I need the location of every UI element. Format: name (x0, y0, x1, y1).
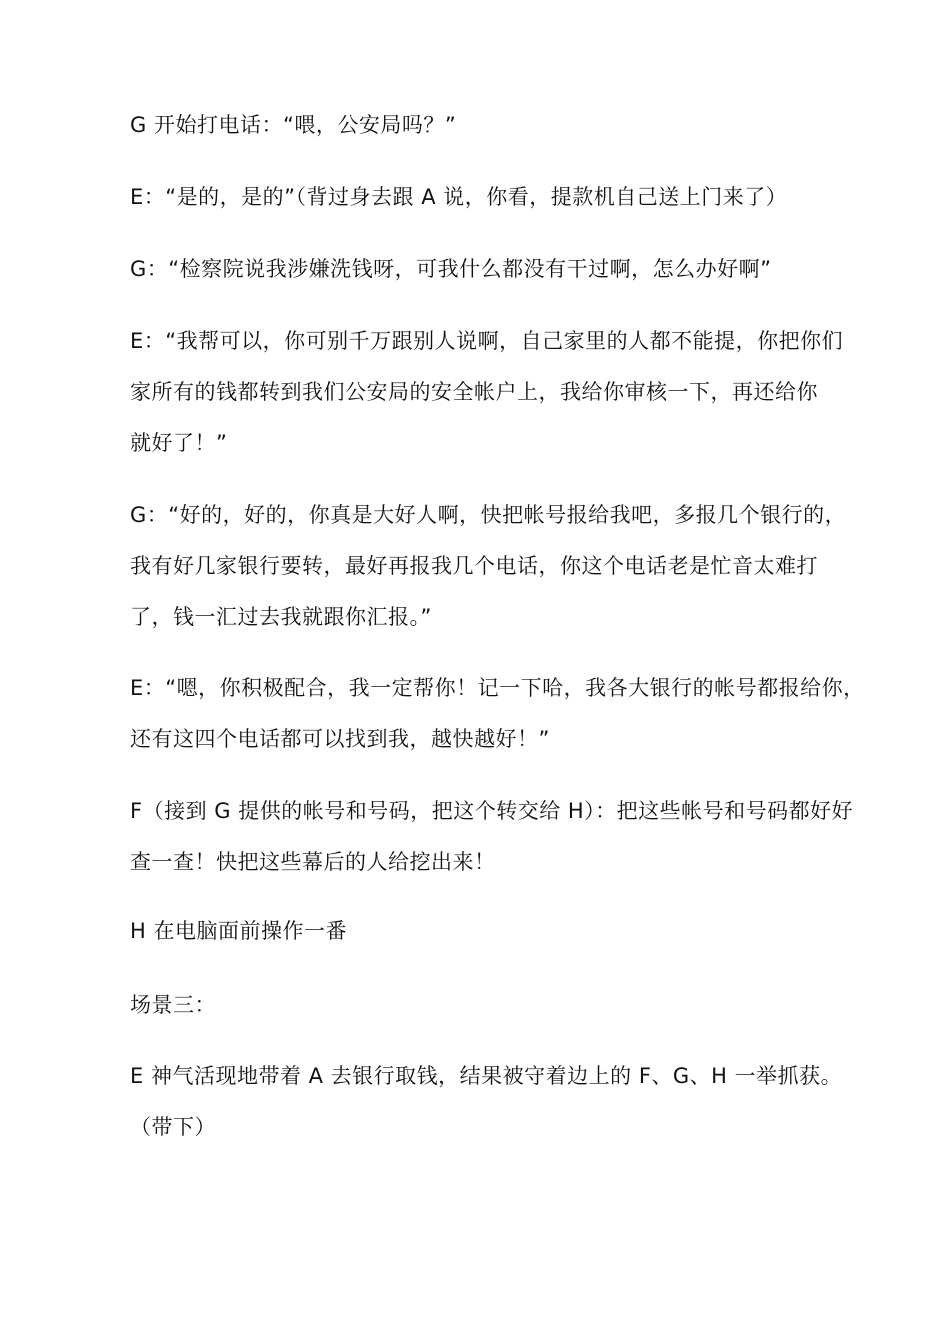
dialogue-line-g-accounts-3: 了，钱一汇过去我就跟你汇报。” (130, 605, 432, 629)
dialogue-line-e-help-1: E：“我帮可以，你可别千万跟别人说啊，自己家里的人都不能提，你把你们 (130, 329, 844, 353)
stage-direction-arrest-2: （带下） (130, 1115, 216, 1139)
dialogue-line-g-accounts-2: 我有好几家银行要转，最好再报我几个电话，你这个电话老是忙音太难打 (130, 554, 818, 578)
dialogue-line-e-cooperate-1: E：“嗯，你积极配合，我一定帮你！记一下哈，我各大银行的帐号都报给你， (130, 676, 865, 700)
dialogue-line-e-cooperate-2: 还有这四个电话都可以找到我，越快越好！” (130, 727, 550, 751)
stage-direction-arrest-1: E 神气活现地带着 A 去银行取钱，结果被守着边上的 F、G、H 一举抓获。 (130, 1064, 843, 1088)
scene-heading: 场景三： (130, 993, 216, 1017)
dialogue-line-f-handover-2: 查一查！快把这些幕后的人给挖出来！ (130, 850, 496, 874)
dialogue-line-g-call: G 开始打电话：“喂，公安局吗？” (130, 113, 457, 137)
dialogue-line-g-accounts-1: G：“好的，好的，你真是大好人啊，快把帐号报给我吧，多报几个银行的， (130, 503, 847, 527)
dialogue-line-g-money-laundering: G：“检察院说我涉嫌洗钱呀，可我什么都没有干过啊，怎么办好啊” (130, 257, 772, 281)
dialogue-line-e-help-2: 家所有的钱都转到我们公安局的安全帐户上，我给你审核一下，再还给你 (130, 380, 818, 404)
stage-direction-h-computer: H 在电脑面前操作一番 (130, 919, 347, 943)
dialogue-line-e-yes: E：“是的，是的”（背过身去跟 A 说，你看，提款机自己送上门来了） (130, 185, 788, 209)
dialogue-line-f-handover-1: F（接到 G 提供的帐号和号码，把这个转交给 H）：把这些帐号和号码都好好 (130, 799, 854, 823)
dialogue-line-e-help-3: 就好了！” (130, 431, 228, 455)
